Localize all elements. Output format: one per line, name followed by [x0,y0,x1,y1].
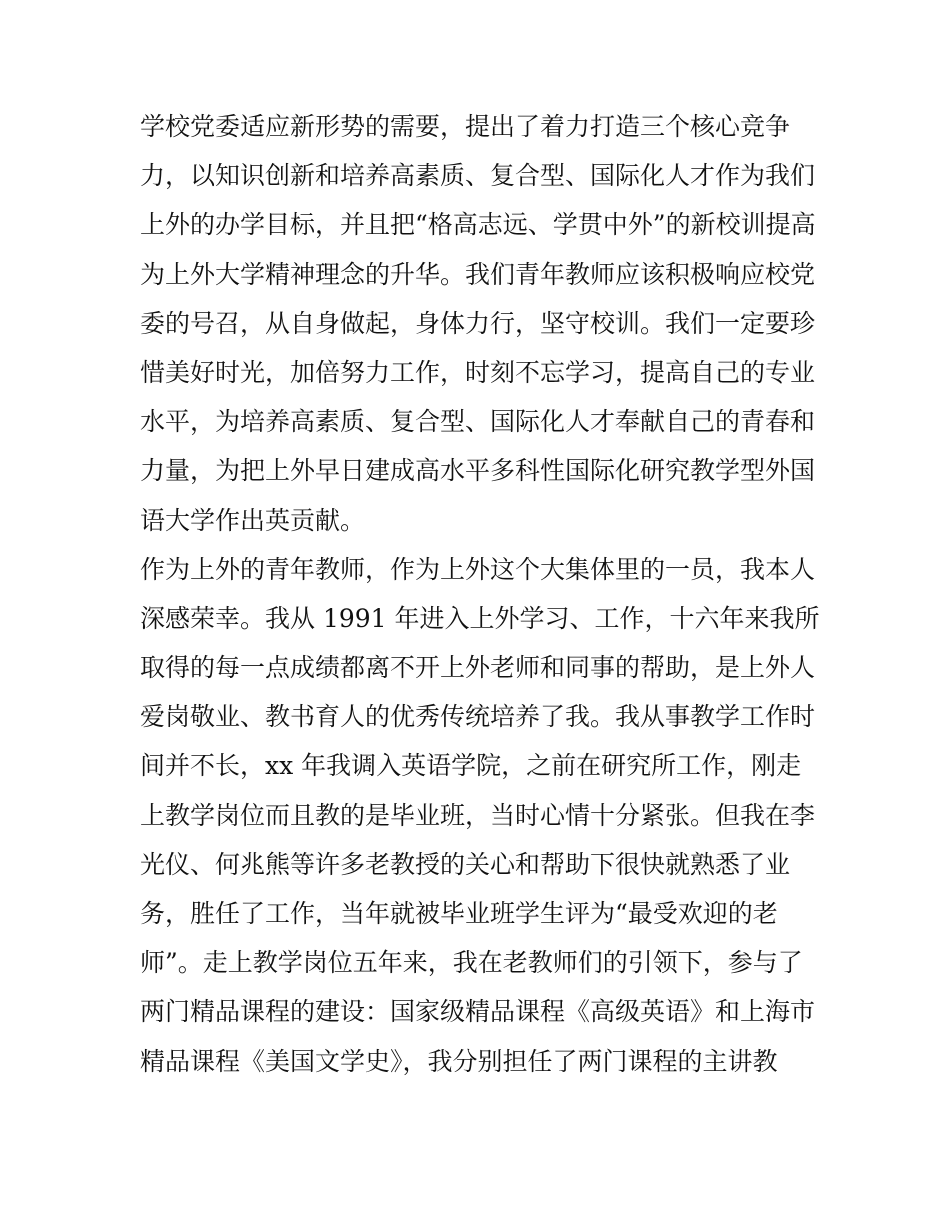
body-text [140,102,820,1086]
text-line: 惜美好时光，加倍努力工作，时刻不忘学习，提高自己的专业 [140,357,816,387]
text-line: 语大学作出英贡献。 [140,505,366,535]
text-line: 两门精品课程的建设：国家级精品课程《高级英语》和上海市 [140,997,816,1027]
text-line: 委的号召，从自身做起，身体力行，坚守校训。我们一定要珍 [140,308,816,338]
text-line: 取得的每一点成绩都离不开上外老师和同事的帮助，是上外人 [140,653,816,683]
text-line: 力，以知识创新和培养高素质、复合型、国际化人才作为我们 [140,161,816,191]
text-line: 上外的办学目标，并且把“格高志远、学贯中外”的新校训提高 [140,210,816,240]
text-line: 水平，为培养高素质、复合型、国际化人才奉献自己的青春和 [140,407,816,437]
text-line: 上教学岗位而且教的是毕业班，当时心情十分紧张。但我在李 [140,800,816,830]
text-line: 深感荣幸。我从 1991 年进入上外学习、工作，十六年来我所 [140,603,820,633]
text-line: 学校党委适应新形势的需要，提出了着力打造三个核心竞争 [140,112,791,141]
text-line: 光仪、何兆熊等许多老教授的关心和帮助下很快就熟悉了业 [140,849,791,879]
text-line: 力量，为把上外早日建成高水平多科性国际化研究教学型外国 [140,456,816,486]
text-line: 爱岗敬业、教书育人的优秀传统培养了我。我从事教学工作时 [140,702,816,732]
text-line: 为上外大学精神理念的升华。我们青年教师应该积极响应校党 [140,259,816,289]
text-line: 精品课程《美国文学史》，我分别担任了两门课程的主讲教 [140,1046,778,1076]
text-line: 师”。走上教学岗位五年来，我在老教师们的引领下，参与了 [140,948,803,978]
text-line: 间并不长，xx 年我调入英语学院，之前在研究所工作，刚走 [140,751,802,781]
text-line: 作为上外的青年教师，作为上外这个大集体里的一员，我本人 [140,554,816,584]
text-line: 务，胜任了工作，当年就被毕业班学生评为“最受欢迎的老 [140,899,778,928]
